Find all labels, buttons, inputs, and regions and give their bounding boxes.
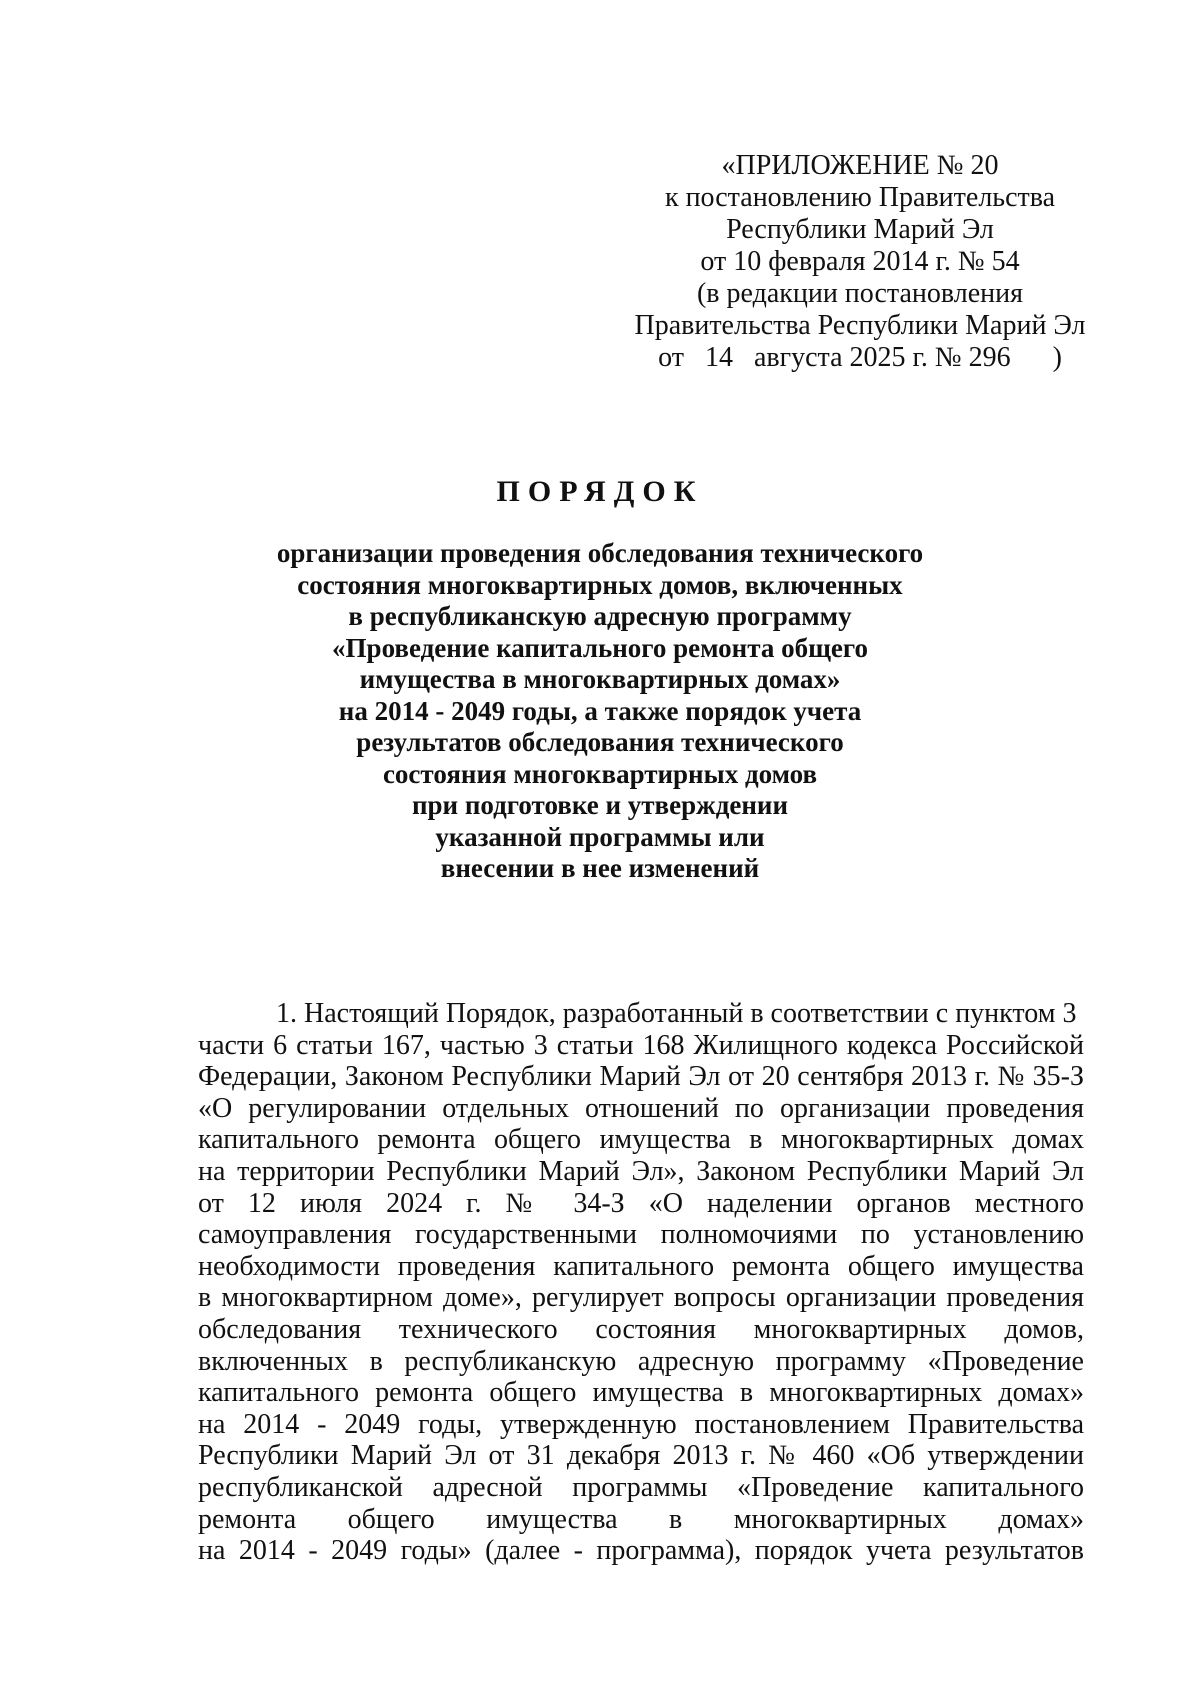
- body-line: на 2014 - 2049 годы, утвержденную постановлением Правительства: [198, 1408, 1084, 1440]
- body-line: включенных в республиканскую адресную программу «Проведение: [198, 1345, 1084, 1377]
- subtitle-line: при подготовке и утверждении: [411, 790, 789, 820]
- annex-edition-date-line: от 14 августа 2025 г. № 296 ): [658, 342, 1062, 373]
- subtitle-line: состояния многоквартирных домов: [382, 758, 818, 789]
- subtitle-line: имущества в многоквартирных домах»: [359, 664, 841, 694]
- body-line: необходимости проведения капитального ремонта общего имущества: [198, 1250, 1084, 1282]
- annex-government-line: Правительства Республики Марий Эл: [634, 310, 1086, 341]
- body-line: капитального ремонта общего имущества в многоквартирных домах: [198, 1124, 1084, 1156]
- annex-resolution-line: к постановлению Правительства: [664, 182, 1056, 213]
- subtitle-line: внесении в нее изменений: [440, 853, 760, 883]
- body-line: ремонта общего имущества в многоквартирных домах»: [198, 1503, 1084, 1535]
- body-line: на территории Республики Марий Эл», Законом Республики Марий Эл: [198, 1155, 1084, 1187]
- document-title: ПОРЯДОК: [496, 475, 704, 508]
- body-line: 1. Настоящий Порядок, разработанный в соответствии с пунктом 3: [276, 998, 1077, 1029]
- subtitle-line: состояния многоквартирных домов, включенных: [297, 569, 903, 600]
- body-line: самоуправления государственными полномочиями по установлению: [198, 1219, 1084, 1251]
- annex-republic-line: Республики Марий Эл: [726, 214, 994, 245]
- paragraph-1: [198, 998, 1084, 1567]
- subtitle-line: на 2014 - 2049 годы, а также порядок учета: [338, 695, 862, 726]
- body-line: «О регулировании отдельных отношений по организации проведения: [198, 1092, 1084, 1124]
- annex-number-line: «ПРИЛОЖЕНИЕ № 20: [721, 150, 999, 181]
- subtitle-line: «Проведение капитального ремонта общего: [332, 632, 868, 663]
- document-subtitle: [180, 538, 1020, 885]
- body-line: Республики Марий Эл от 31 декабря 2013 г. № 460 «Об утверждении: [198, 1440, 1084, 1472]
- body-line: капитального ремонта общего имущества в многоквартирных домах»: [198, 1377, 1084, 1409]
- body-line: обследования технического состояния многоквартирных домов,: [198, 1313, 1084, 1345]
- annex-header: [600, 150, 1120, 374]
- annex-edition-line: (в редакции постановления: [696, 278, 1024, 309]
- body-line: части 6 статьи 167, частью 3 статьи 168 Жилищного кодекса Российской: [198, 1029, 1084, 1061]
- subtitle-line: в республиканскую адресную программу: [348, 601, 852, 631]
- body-line: в многоквартирном доме», регулирует вопросы организации проведения: [198, 1282, 1084, 1314]
- body-line: республиканской адресной программы «Проведение капитального: [198, 1471, 1084, 1503]
- annex-date-line: от 10 февраля 2014 г. № 54: [700, 246, 1020, 277]
- subtitle-line: организации проведения обследования технического: [276, 538, 924, 568]
- subtitle-line: результатов обследования технического: [356, 727, 844, 757]
- subtitle-line: указанной программы или: [435, 821, 765, 852]
- body-line: на 2014 - 2049 годы» (далее - программа), порядок учета результатов: [198, 1535, 1084, 1567]
- body-line: от 12 июля 2024 г. № 34-З «О наделении органов местного: [198, 1187, 1084, 1219]
- body-line: Федерации, Законом Республики Марий Эл от 20 сентября 2013 г. № 35-З: [198, 1061, 1084, 1093]
